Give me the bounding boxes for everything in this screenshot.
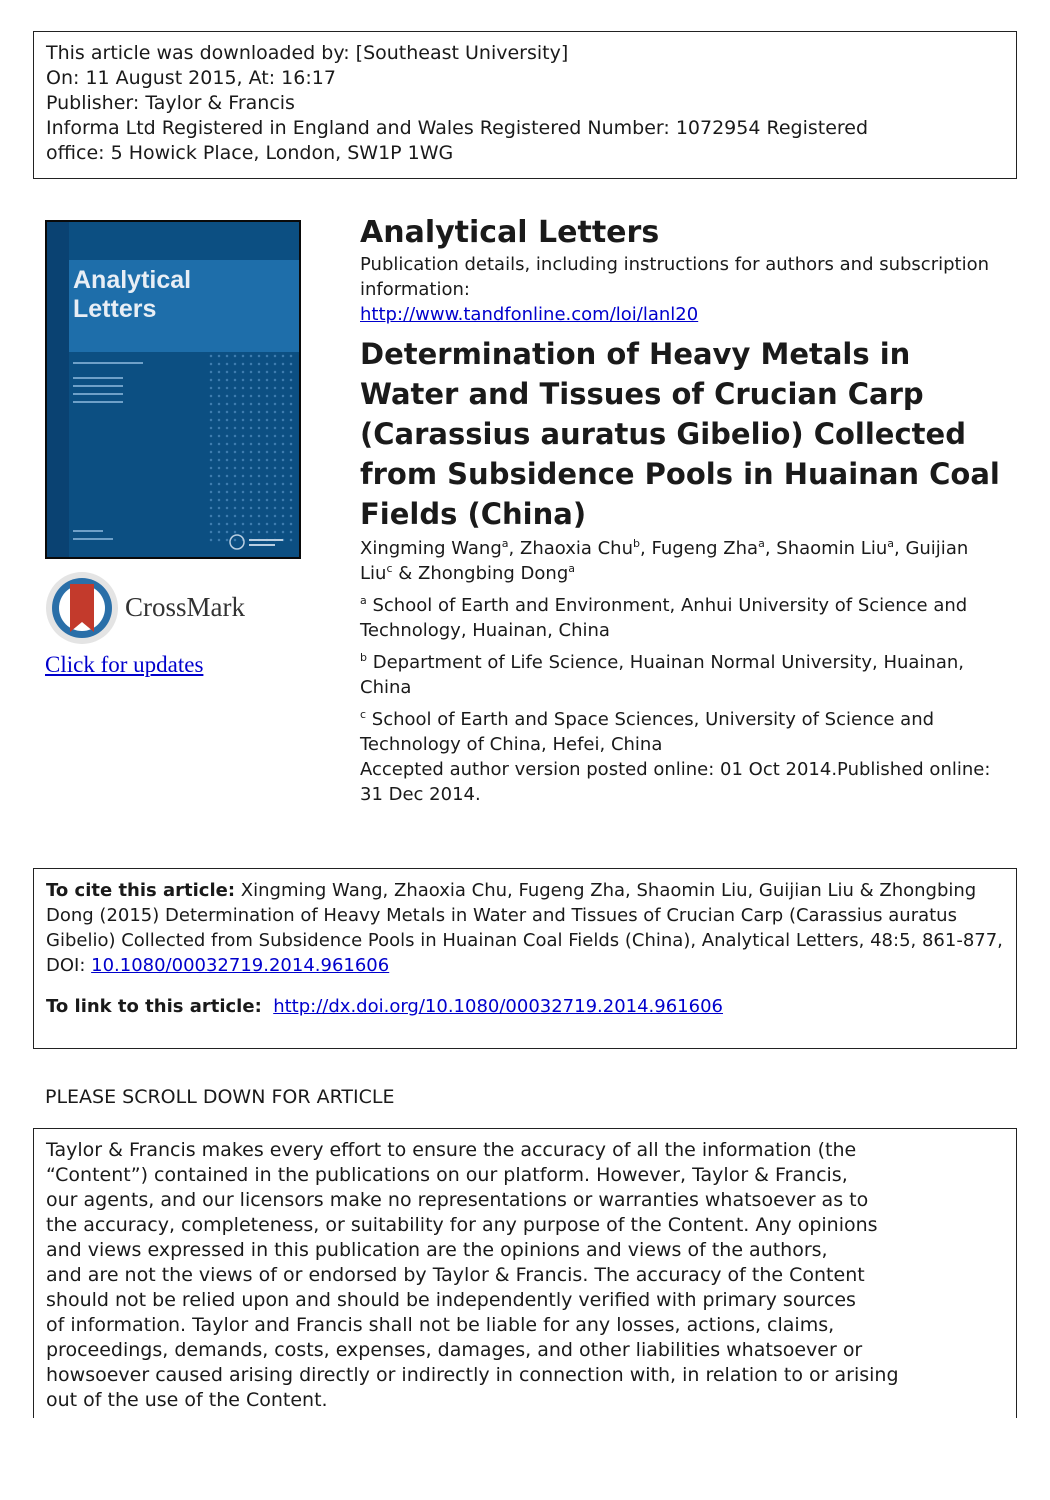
doi-link[interactable]: 10.1080/00032719.2014.961606 xyxy=(91,955,390,976)
article-doi-url-link[interactable]: http://dx.doi.org/10.1080/00032719.2014.961606 xyxy=(273,996,723,1017)
posted-online-dates: Accepted author version posted online: 01 Oct 2014.Published online: 31 Dec 2014. xyxy=(360,759,991,805)
journal-cover-image xyxy=(45,220,301,559)
disclaimer-line: howsoever caused arising directly or indirectly in connection with, in relation to or arising xyxy=(46,1364,899,1386)
disclaimer-line: out of the use of the Content. xyxy=(46,1389,328,1411)
cover-fine-print xyxy=(73,377,123,379)
author-name: Xingming Wang xyxy=(360,538,502,559)
cover-fine-print xyxy=(73,538,113,540)
author-name: Fugeng Zha xyxy=(651,538,759,559)
author-affiliation-mark: b xyxy=(633,537,640,550)
cover-fine-print xyxy=(73,393,123,395)
affiliation-text: Department of Life Science, Huainan Normal University, Huainan, China xyxy=(360,652,964,698)
disclaimer-line: our agents, and our licensors make no representations or warranties whatsoever as to xyxy=(46,1189,869,1211)
cover-dot-pattern xyxy=(207,352,297,542)
article-header xyxy=(360,214,1000,807)
article-link-row xyxy=(46,994,1004,1019)
author-affiliation-mark: a xyxy=(501,537,509,550)
author-separator: , xyxy=(640,538,652,559)
author-affiliation-mark: a xyxy=(758,537,765,550)
publication-details: Publication details, including instructions for authors and subscription information: xyxy=(360,254,990,300)
disclaimer-line: and views expressed in this publication are the opinions and views of the authors, xyxy=(46,1239,828,1261)
cover-title-line: Letters xyxy=(73,295,157,323)
author-separator: & xyxy=(392,563,418,584)
disclaimer-line: should not be relied upon and should be independently verified with primary sources xyxy=(46,1289,856,1311)
author-list xyxy=(360,536,1000,586)
author-name: Guijian Liu xyxy=(360,538,969,584)
affiliation-text: School of Earth and Environment, Anhui University of Science and Technology, Huainan, China xyxy=(360,595,968,641)
cover-title xyxy=(73,266,191,324)
scroll-down-notice: PLEASE SCROLL DOWN FOR ARTICLE xyxy=(45,1086,395,1108)
disclaimer-line: Taylor & Francis makes every effort to ensure the accuracy of all the information (the xyxy=(46,1139,857,1161)
affiliation-mark: a xyxy=(360,594,367,607)
cite-text: Xingming Wang, Zhaoxia Chu, Fugeng Zha, Shaomin Liu, Guijian Liu & Zhongbing Dong (2015) Determination of Heavy Metals in Water and Tissues of Crucian Carp (Carassius auratus Gibelio) Collected from Subsidence Pools in Huainan Coal Fields (China), Analytical Letters, 48:5, 861-877, DOI: xyxy=(46,880,1003,976)
disclaimer-line: and are not the views of or endorsed by Taylor & Francis. The accuracy of the Content xyxy=(46,1264,865,1286)
download-line: office: 5 Howick Place, London, SW1P 1WG xyxy=(46,142,454,164)
download-line: Publisher: Taylor & Francis xyxy=(46,92,295,114)
journal-url-link[interactable]: http://www.tandfonline.com/loi/lanl20 xyxy=(360,304,699,325)
affiliation xyxy=(360,650,1000,700)
publisher-logo-icon xyxy=(227,532,287,552)
article-title: Determination of Heavy Metals in Water and Tissues of Crucian Carp (Carassius auratus Gibelio) Collected from Subsidence Pools in Huainan Coal Fields (China) xyxy=(360,337,1000,531)
author-separator: , xyxy=(894,538,906,559)
author-affiliation-mark: c xyxy=(386,562,393,575)
citation-box xyxy=(33,868,1017,1049)
cover-fine-print xyxy=(73,401,123,403)
cite-label: To cite this article: xyxy=(46,880,236,901)
download-notice xyxy=(33,31,1017,179)
cover-spine xyxy=(47,222,69,557)
author-name: Zhaoxia Chu xyxy=(519,538,634,559)
affiliation-mark: c xyxy=(360,708,367,721)
crossmark-label: CrossMark xyxy=(125,592,245,622)
citation xyxy=(46,878,1004,978)
author-name: Shaomin Liu xyxy=(776,538,888,559)
disclaimer-line: “Content”) contained in the publications on our platform. However, Taylor & Francis, xyxy=(46,1164,848,1186)
cover-title-line: Analytical xyxy=(73,266,192,294)
disclaimer-line: of information. Taylor and Francis shall not be liable for any losses, actions, claims, xyxy=(46,1314,835,1336)
link-label: To link to this article: xyxy=(46,996,262,1017)
author-affiliation-mark: a xyxy=(887,537,894,550)
disclaimer-line: proceedings, demands, costs, expenses, damages, and other liabilities whatsoever or xyxy=(46,1339,863,1361)
journal-title: Analytical Letters xyxy=(360,215,660,250)
click-for-updates-link[interactable]: Click for updates xyxy=(45,652,204,677)
affiliation xyxy=(360,593,1000,643)
author-affiliation-mark: a xyxy=(568,562,576,575)
affiliation xyxy=(360,707,1000,757)
cover-fine-print xyxy=(73,385,123,387)
cover-fine-print xyxy=(73,362,143,364)
download-line: On: 11 August 2015, At: 16:17 xyxy=(46,67,336,89)
author-separator: , xyxy=(508,538,520,559)
download-line: Informa Ltd Registered in England and Wales Registered Number: 1072954 Registered xyxy=(46,117,869,139)
disclaimer-box xyxy=(33,1128,1017,1418)
disclaimer-line: the accuracy, completeness, or suitability for any purpose of the Content. Any opinions xyxy=(46,1214,878,1236)
affiliation-text: School of Earth and Space Sciences, University of Science and Technology of China, Hefei, China xyxy=(360,709,935,755)
cover-fine-print xyxy=(73,530,103,532)
author-separator: , xyxy=(764,538,777,559)
download-line: This article was downloaded by: [Southeast University] xyxy=(46,42,569,64)
author-name: Zhongbing Dong xyxy=(417,563,569,584)
affiliation-mark: b xyxy=(360,651,367,664)
